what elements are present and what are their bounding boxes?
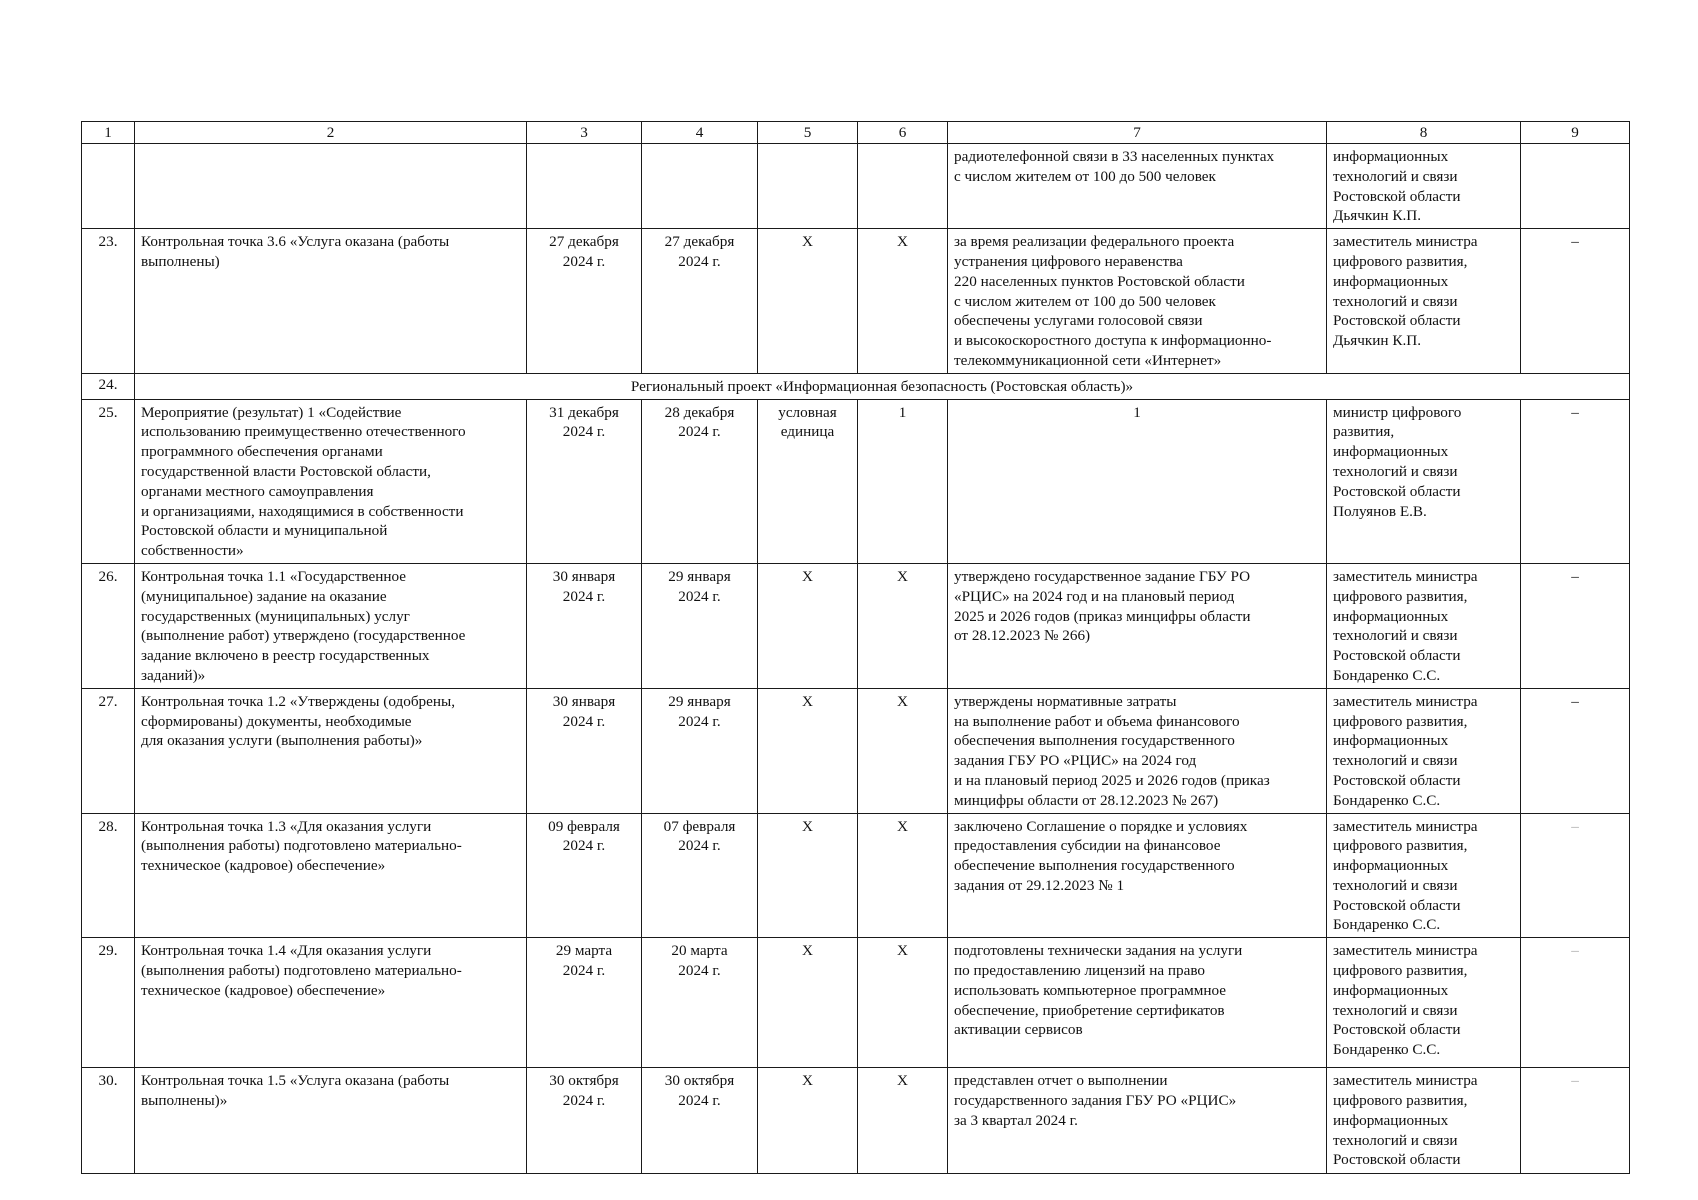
value-plan: Х [858, 563, 948, 688]
project-row [82, 373, 1630, 399]
unit [758, 144, 858, 229]
column-number: 5 [758, 122, 858, 144]
plan-date: 29 марта 2024 г. [527, 938, 642, 1068]
plan-date: 30 октября 2024 г. [527, 1068, 642, 1174]
column-number: 6 [858, 122, 948, 144]
row-number: 23. [82, 229, 135, 374]
note: – [1521, 563, 1630, 688]
table-row [82, 399, 1630, 563]
note: – [1521, 399, 1630, 563]
responsible: заместитель министра цифрового развития, информационных технологий и связи Ростовской области Бондаренко С.С. [1327, 813, 1521, 938]
unit: условная единица [758, 399, 858, 563]
responsible: заместитель министра цифрового развития, информационных технологий и связи Ростовской области Дьячкин К.П. [1327, 229, 1521, 374]
row-name: Контрольная точка 1.3 «Для оказания услуги (выполнения работы) подготовлено материально- техническое (кадровое) обеспечение» [135, 813, 527, 938]
value-plan: Х [858, 688, 948, 813]
fact-date: 29 января 2024 г. [642, 688, 758, 813]
status-text: радиотелефонной связи в 33 населенных пунктах с числом жителем от 100 до 500 человек [948, 144, 1327, 229]
responsible: заместитель министра цифрового развития, информационных технологий и связи Ростовской области [1327, 1068, 1521, 1174]
value-plan: Х [858, 1068, 948, 1174]
note-dash: – [1571, 817, 1579, 835]
fact-date: 27 декабря 2024 г. [642, 229, 758, 374]
responsible: министр цифрового развития, информационных технологий и связи Ростовской области Полуянов Е.В. [1327, 399, 1521, 563]
status-text: утверждены нормативные затраты на выполнение работ и объема финансового обеспечения выполнения государственного задания ГБУ РО «РЦИС» на 2024 год и на плановый период 2025 и 2026 годов (приказ минцифры области от 28.12.2023 № 267) [948, 688, 1327, 813]
responsible: заместитель министра цифрового развития, информационных технологий и связи Ростовской области Бондаренко С.С. [1327, 938, 1521, 1068]
value-plan: Х [858, 813, 948, 938]
unit: Х [758, 1068, 858, 1174]
project-title: Региональный проект «Информационная безопасность (Ростовская область)» [135, 373, 1630, 399]
note [1521, 1068, 1630, 1174]
table-row [82, 144, 1630, 229]
column-number: 7 [948, 122, 1327, 144]
fact-date: 29 января 2024 г. [642, 563, 758, 688]
unit: Х [758, 813, 858, 938]
unit: Х [758, 563, 858, 688]
status-text: представлен отчет о выполнении государственного задания ГБУ РО «РЦИС» за 3 квартал 2024 г. [948, 1068, 1327, 1174]
value-plan: Х [858, 938, 948, 1068]
plan-date: 31 декабря 2024 г. [527, 399, 642, 563]
column-number: 1 [82, 122, 135, 144]
fact-date: 07 февраля 2024 г. [642, 813, 758, 938]
table-row [82, 1068, 1630, 1174]
table-row [82, 688, 1630, 813]
status-text: утверждено государственное задание ГБУ РО «РЦИС» на 2024 год и на плановый период 2025 и 2026 годов (приказ минцифры области от 28.12.2023 № 266) [948, 563, 1327, 688]
column-number: 3 [527, 122, 642, 144]
fact-date: 20 марта 2024 г. [642, 938, 758, 1068]
row-name [135, 144, 527, 229]
plan-date: 27 декабря 2024 г. [527, 229, 642, 374]
status-text: подготовлены технически задания на услуги по предоставлению лицензий на право использовать компьютерное программное обеспечение, приобретение сертификатов активации сервисов [948, 938, 1327, 1068]
table-row [82, 563, 1630, 688]
row-number: 28. [82, 813, 135, 938]
row-number: 27. [82, 688, 135, 813]
note [1521, 813, 1630, 938]
row-number: 26. [82, 563, 135, 688]
column-number: 4 [642, 122, 758, 144]
column-number: 9 [1521, 122, 1630, 144]
column-number: 8 [1327, 122, 1521, 144]
row-name: Контрольная точка 1.2 «Утверждены (одобрены, сформированы) документы, необходимые для оказания услуги (выполнения работы)» [135, 688, 527, 813]
row-name: Контрольная точка 1.4 «Для оказания услуги (выполнения работы) подготовлено материально- техническое (кадровое) обеспечение» [135, 938, 527, 1068]
fact-date: 30 октября 2024 г. [642, 1068, 758, 1174]
fact-date [642, 144, 758, 229]
row-name: Мероприятие (результат) 1 «Содействие использованию преимущественно отечественного программного обеспечения органами государственной власти Ростовской области, органами местного самоуправления и организациями, находящимися в собственности Ростовской области и муниципальной собственности» [135, 399, 527, 563]
note [1521, 144, 1630, 229]
note-dash: – [1571, 1072, 1579, 1090]
row-number: 25. [82, 399, 135, 563]
plan-date [527, 144, 642, 229]
row-name: Контрольная точка 3.6 «Услуга оказана (работы выполнены) [135, 229, 527, 374]
table-row [82, 813, 1630, 938]
unit: Х [758, 688, 858, 813]
report-table [81, 121, 1630, 1174]
responsible: информационных технологий и связи Ростовской области Дьячкин К.П. [1327, 144, 1521, 229]
unit: Х [758, 229, 858, 374]
column-number-row [82, 122, 1630, 144]
row-name: Контрольная точка 1.5 «Услуга оказана (работы выполнены)» [135, 1068, 527, 1174]
row-number [82, 144, 135, 229]
note: – [1521, 229, 1630, 374]
plan-date: 09 февраля 2024 г. [527, 813, 642, 938]
row-number: 24. [82, 373, 135, 399]
fact-date: 28 декабря 2024 г. [642, 399, 758, 563]
plan-date: 30 января 2024 г. [527, 688, 642, 813]
table-row [82, 938, 1630, 1068]
value-plan: Х [858, 229, 948, 374]
row-name: Контрольная точка 1.1 «Государственное (муниципальное) задание на оказание государственных (муниципальных) услуг (выполнение работ) утверждено (государственное задание включено в реестр государственных заданий)» [135, 563, 527, 688]
value-plan [858, 144, 948, 229]
row-number: 29. [82, 938, 135, 1068]
unit: Х [758, 938, 858, 1068]
table-row [82, 229, 1630, 374]
note: – [1521, 688, 1630, 813]
note [1521, 938, 1630, 1068]
responsible: заместитель министра цифрового развития, информационных технологий и связи Ростовской области Бондаренко С.С. [1327, 688, 1521, 813]
status-text: 1 [948, 399, 1327, 563]
status-text: заключено Соглашение о порядке и условиях предоставления субсидии на финансовое обеспечение выполнения государственного задания от 29.12.2023 № 1 [948, 813, 1327, 938]
row-number: 30. [82, 1068, 135, 1174]
status-text: за время реализации федерального проекта устранения цифрового неравенства 220 населенных пунктов Ростовской области с числом жителем от 100 до 500 человек обеспечены услугами голосовой связи и высокоскоростного доступа к информационно- телекоммуникационной сети «Интернет» [948, 229, 1327, 374]
value-plan: 1 [858, 399, 948, 563]
note-dash: – [1571, 942, 1579, 960]
column-number: 2 [135, 122, 527, 144]
responsible: заместитель министра цифрового развития, информационных технологий и связи Ростовской области Бондаренко С.С. [1327, 563, 1521, 688]
plan-date: 30 января 2024 г. [527, 563, 642, 688]
